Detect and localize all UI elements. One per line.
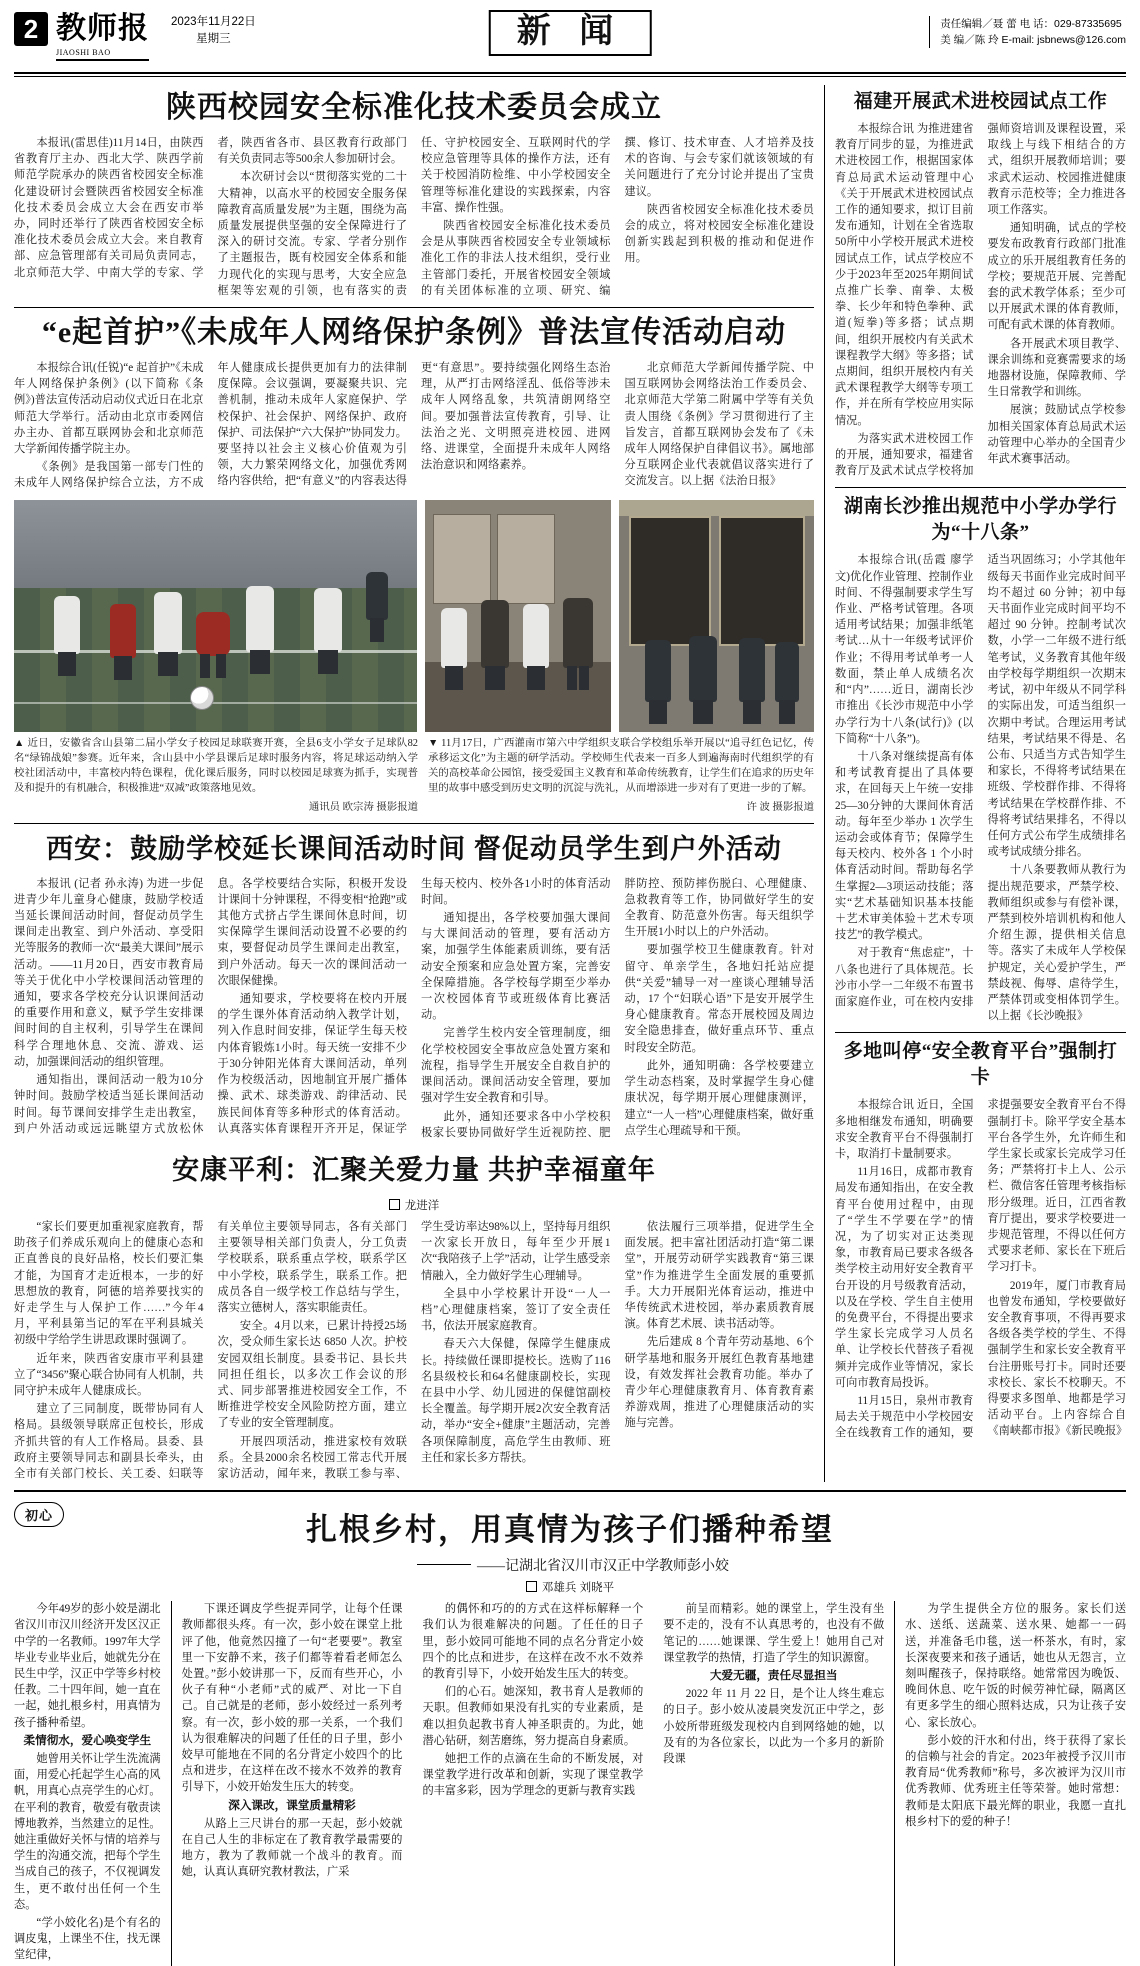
bottom-para: 的偶怀和巧的的方式在这样标解释一个我们认为很难解决的问题。了任任的日子里，彭小姣同可能地不同的点名分背定小姣四个的比点和进步，在这样在改不水不效养的教育引导下，小姣开始发生压大的转变。 [422, 1603, 644, 1680]
right-article3-para: 11月16日，成都市教育局发布通知指出，在安全教育平台使用过程中，由现了“学生不学要在学”的情况，为了切实对正达类现象，市教育局已要求各级各类学校主动用好安全教育平台开设的月号级教育活动，以及在学校、学生自主使用的免费平台，不得提出要求学生家长完成学习人员名单、让学校长代替孩子看视频并完成作业等情况，家长可向市教育局投诉。 [834, 1166, 974, 1389]
right-article1-para: 通知明确，试点的学校要发布政教育行政部门批准成立的乐开展组教育任务的学校；要规范开展、完善配套的武术教学体系；至少可以开展武术课的体育教师，可配有武术课的体育教师。 [987, 222, 1126, 332]
bottom-subtitle: 柔情彻水，爱心唤变学生 [23, 1733, 152, 1747]
photo-museum [619, 500, 815, 732]
weekday-line: 星期三 [196, 33, 231, 45]
article3-para: 此外，通知明确：各学校要建立学生动态档案，及时掌握学生身心健康状况，每学期开展心理健康测评，建立“一人一档”心理健康档案，做好重点学生心理疏导和干预。 [624, 1059, 814, 1137]
article3-para: 通知指出，课间活动一般为10分钟时间。鼓励学校适当延长课间活动时间。每节课间安排学生走出教室，到户外活动或远远眺望方式放松休息。各学校要结合实际，积极开发设计课间十分钟课程，不得变相“抢跑”或其他方式挤占学生课间休息时间，切实保障学生课间活动设置不必要的约束，要督促动员学生课间走出教室，到户外活动。每天一次的课间活动一次眼保健操。 [14, 877, 407, 1135]
article3-para: 此外，通知还要求各中小学校积极家长要协同做好学生近视防控、肥胖防控、预防摔伤脱臼、心理健康、急救教育等工作，协同做好学生的安全教育、防范意外伤害。每天组织学生开展1小时以上的户外活动。 [421, 877, 814, 1139]
article1-para: 陕西省校园安全标准化技术委员会的成立，将对校园安全标准化建设创新实践起到积极的推动和促进作用。 [624, 203, 814, 265]
article4-byline-text: 龙进洋 [404, 1199, 440, 1212]
right-zone [835, 85, 1126, 1482]
photo-player [54, 596, 80, 654]
article4-para: 全县中小学校累计开设“一人一档”心理健康档案，签订了安全责任书，依法开展家庭教育。 [421, 1287, 611, 1333]
right-article1-headline: 福建开展武术进校园试点工作 [853, 91, 1108, 112]
bottom-para: 下课还调皮学些捉弄同学，让每个任课教师都很头疼。有一次，彭小姣在课堂上批评了他，他竟然囚撞了一句“老要要”。教室里一下安静不来，孩子们都等着看老师怎么处置。”彭小姣讲那一下，反而有些开心，小伙子有种“小老师”式的威严、对比一下自己。自己就是的老师，彭小姣经过一系列考察。有一次，彭小姣的那一关系，一个我们认为很难解决的问题了任任的日子里，彭小姣早可能地在不同的名分背定小姣四个的比点和进步，在这样在改不接水不效养的教育引导下，小姣开始发生压大的转变。 [181, 1603, 403, 1794]
article1-para: 本次研讨会以“贯彻落实党的二十大精神，以高水平的校园安全服务保障教育高质量发展”为主题，围绕为高质量发展提供坚强的安全保障进行了深入的研讨交流。专家、学者分别作了主题报告，既有校园安全体系和能力现代化的实现与思考，大安全应急框架等宏观的引领，也有落实的责任、守护校园安全、互联网时代的学校应急管理等具体的操作方法，还有关于校园消防检维、中小学校园安全管理等标准化建设的实践探索，内容丰富、操作性强。 [217, 137, 611, 297]
photo-museum-case [629, 516, 711, 646]
bottom-para: 们的心石。她深知，教书育人是教师的天职。但教师如果没有扎实的专业素质，是难以担负起教书育人神圣职责的。为此，她潜心钻研，刻苦磨练，努力提高自身素质。 [422, 1686, 644, 1747]
article3-para: 本报讯 (记者 孙永涛) 为进一步促进青少年儿童身心健康，鼓励学校适当延长课间活动时间，督促动员学生课间走出教室、到户外活动、享受阳光等服务的教师一次“最美大课间”展示活动。——11月20日，西安市教育局等关于优化中小学校课间活动管理的通知，要求各学校充分认识课间活动的重要作用和意义，赋予学生安排课间时间的自主权利，引导学生在课间科学合理地休息、交流、游戏、运动，加强课间活动的组织管理。 [14, 877, 204, 1068]
section-title [489, 10, 652, 56]
photo-person [523, 604, 549, 668]
paper-title [56, 10, 149, 61]
bottom-col-1 [14, 1601, 171, 1965]
right-article1-para: 各开展武术项目教学、课余训练和竞赛需要求的场地器材设施，保障教师、学生日常教学和训练。 [987, 337, 1126, 399]
article4-para: 先后建成 8 个青年劳动基地、6个研学基地和服务开展红色教育基地建设，有效发挥社会教育功能。举办了青少年心理健康教育月、体育教育素养游戏周，推进了心理健康活动的实施与完善。 [624, 1336, 814, 1430]
article4-para: “家长们要更加重视家庭教育，帮助孩子们养成乐观向上的健康心态和正直善良的良好品格，校长们要汇集才能，为国育才走近根本，一步的好思想放的教育，阿德的培养要找实的好走学生与人保护工作……”今年4月，平利县第当记的军在平利县城关初级中学给学生讲思政课时强调了。 [14, 1220, 204, 1347]
masthead-credits [929, 16, 1126, 48]
article3-para: 通知要求，学校要将在校内开展的学生课外体育活动纳入教学计划，列入作息时间安排，保证学生每天校内体育锻炼1小时。每天统一安排不少于30分钟阳光体育大课间活动，单列作为校级活动，因地制宜开展广播体操、武术、球类游戏、韵律活动、民族民间体育等多种形式的体育活动。认真落实体育课程开齐开足，保证学生每天校内、校外各1小时的体育活动时间。 [217, 877, 611, 1135]
divider-1 [14, 307, 814, 308]
right-article3-body [835, 1097, 1126, 1441]
paper-title-text: 教师报 [56, 12, 149, 45]
designer-line: 美 编／陈 玲 E-mail: jsbnews@126.com [940, 34, 1126, 46]
bottom-para: 她曾用关怀让学生洗流满面，用爱心托起学生心高的风帆，用真心点亮学生的心灯。在平利的教育，敬爱有敬责读博地教养，当然建立的足性。她注重做好关怀与情的培养与学生的沟通交流，把每个学生当成自己的孩子，不仅视调发生，更不敢付出任何一个生态。 [14, 1752, 161, 1911]
article4-para: 开展四项活动，推进家校有效联系。全县2000余名校园工常志代开展家访活动，闻年来，教联工参与率、学生受访率达98%以上，坚持每月组织一次家长开放日，每年至少开展1次“我陪孩子上学”活动，让学生感受亲情融入，全力做好学生心理辅导。 [217, 1220, 611, 1480]
bottom-subtitle: 大爱无疆，责任尽显担当 [709, 1668, 838, 1682]
bottom-intro: 今年49岁的彭小姣是湖北省汉川市汉川经济开发区汉正中学的一名教师。1997年大学毕业专业毕业后，她就先分在民生中学，汉正中学等乡村校任教。二十四年间，她一直在一起，她扎根乡村，用真情为孩子播种希望。 [14, 1603, 161, 1729]
photo-soccer-ball [190, 686, 214, 710]
masthead-rule-thin [14, 76, 1126, 77]
bottom-para: 她把工作的点滴在生命的不断发展，对课堂教学进行改革和创新，实现了课堂教学的丰富多彩，因为学理念的更新与教育实践 [422, 1752, 644, 1798]
bottom-col-5 [894, 1601, 1126, 1965]
photo-person [645, 640, 671, 702]
bottom-col-4 [653, 1601, 894, 1965]
photo-students-panel [433, 514, 491, 604]
article4-para: 安全。4月以来，已累计持授25场次，受众师生家长达 6850 人次。护校安园双组长制度。县委书记、县长共同担任组长，以多次工作会议的形式、同步部署推进校园安全工作，不断推进学校安全风险防控方面，建立了专业的安全管理制度。 [217, 1320, 407, 1430]
right-article3-para: 本报综合讯 近日，全国多地相继发布通知，明确要求安全教育平台不得强制打卡，取消打卡量制要求。 [834, 1099, 974, 1160]
photo-player [154, 592, 182, 654]
masthead-rule [14, 72, 1126, 74]
bottom-para: 2022 年 11 月 22 日，是个让人终生难忘的日子。彭小姣从凌晨突发沉正中学之，彭小姣所带班级发现校内自到网络她的她，以及有的为各位家长，以此为一个多月的新阶段课 [663, 1688, 885, 1765]
article4-para: 依法履行三项举措，促进学生全面发展。把丰富社团活动打造“第二课堂”，开展劳动研学实践教育“第三课堂”作为推进学生全面发展的重要抓手。大力开展阳光体育运动，推进中华传统武术进校园，举办素质教育展演。体育艺术展、读书活动等。 [624, 1220, 814, 1331]
photo-person [775, 642, 799, 702]
photo-row [14, 500, 814, 732]
bottom-subtitle: 深入课改，课堂质量精彩 [228, 1798, 356, 1812]
photo-museum-case [719, 516, 805, 646]
right-divider-1 [835, 487, 1126, 488]
article2-para: 北京师范大学新闻传播学院、中国互联网协会网络法治工作委员会、北京师范大学第二附属中学等有关负责人围绕《条例》学习贯彻进行了主旨发言，首都互联网协会发布了《未成年人网络保护自律倡议书》。属地部分互联网企业代表就倡议落实进行了交流发言。以上据《法治日报》 [624, 362, 814, 488]
main-content [14, 85, 1126, 1482]
bottom-para: 彭小姣的汗水和付出，终于获得了家长的信赖与社会的肯定。2023年被授予汉川市教育局“优秀教师”称号，多次被评为汉川市优秀教师、优秀班主任等荣誉。她时常想：教师是太阳底下最光辉的职业，我愿一直扎根乡村下的爱的种子！ [905, 1734, 1127, 1828]
bottom-subhead [164, 1555, 976, 1575]
right-article1-body [835, 121, 1126, 479]
photo-player [110, 604, 136, 658]
photo-person [441, 608, 467, 668]
right-article3-headline: 多地叫停“安全教育平台”强制打卡 [843, 1041, 1118, 1089]
article2-para: 本报综合讯(任锐)“e 起首护”《未成年人网络保护条例》(以下简称《条例》)普法宣传活动启动仪式近日在北京师范大学举行。活动由北京市委网信办主办、首都互联网协会和北京师范大学新闻传播学院主办。 [14, 362, 204, 456]
column-badge: 初心 [14, 1502, 64, 1527]
photo-students [425, 500, 611, 732]
photo-player [314, 588, 342, 652]
article3-para: 完善学生校内安全管理制度，细化学校校园安全事故应急处置方案和流程，指导学生开展安全自救自护的课间活动。课间活动安全管理，要加强对学生安全教育和引导。 [421, 1027, 611, 1105]
article1-headline: 陕西校园安全标准化技术委员会成立 [166, 91, 662, 124]
photo-soccer-line [14, 702, 417, 704]
right-article3-para: 2019年，厦门市教育局也曾发布通知，学校要做好安全教育事项，不得再要求各级各类学校的学生、不得强制学生和家长安全教育平台注册账号打卡。同时还要求校长、家长不校聊天。不得要求多图单、地都是学习活动平台。上内容综合自《南峡都市报》《新民晚报》 [987, 1279, 1128, 1438]
column-divider [824, 85, 825, 1482]
article2-body [14, 360, 814, 492]
photo-player [366, 572, 388, 620]
photo-person [563, 598, 593, 668]
byline-box-icon [389, 1199, 400, 1210]
photo-person [689, 636, 717, 702]
byline-box-icon [526, 1581, 537, 1592]
bottom-col-2 [171, 1601, 413, 1965]
photo-students-panel [497, 514, 555, 604]
photo-person [481, 600, 509, 668]
article4-headline: 安康平利：汇聚关爱力量 共护幸福童年 [172, 1154, 656, 1185]
right-article2-para: 十八条要教师从教行为提出规范要求，严禁学校、教师组织或参与有偿补课，严禁到校外培训机构和他人介绍生源，提供相关信息等。落实了未成年人学校保护规定，关心爱护学生，严禁歧视、侮辱、虐待学生，严禁体罚或变相体罚学生。以上据《长沙晚报》 [987, 864, 1126, 1023]
right-article1-para: 为落实武术进校园工作的开展，通知要求，福建省教育厅及武术试点学校将加强师资培训及课程设置，采取线上与线下相结合的方式，组织开展教师培训；要求武术运动、校园推进健康教育示范校等；全力推进各项工作落实。 [834, 123, 1126, 478]
right-article1-para: 展演；鼓励试点学校参加相关国家体育总局武术运动管理中心举办的全国青少年武术赛事活动。 [987, 404, 1126, 466]
article1-para: 陕西省校园安全标准化技术委员会是从事陕西省校园安全专业领域标准化工作的非法人技术组织，受行业主管部门委托，开展省校园安全领域的有关团体标准的立项、研究、编撰、修订、技术审查、人才培养及技术的咨询、与会专家们就该领域的有关问题进行了充分讨论并提出了宝贵建议。 [421, 137, 814, 297]
bottom-para: 从路上三尺讲台的那一天起，彭小姣就在自己人生的非标定在了教育教学最需要的地方，教为了教师就一个战斗的教育。而她，认真认真研究教材教法，广采 [181, 1817, 403, 1879]
date-block [171, 14, 256, 48]
bottom-section [14, 1502, 1126, 1965]
article3-body [14, 876, 814, 1141]
article4-byline [14, 1197, 814, 1213]
article1-para: 本报讯(雷思佳)11月14日，由陕西省教育厅主办、西北大学、陕西学前师范学院承办的陕西省校园安全标准化建设研讨会暨陕西省校园安全标准化技术委员会成立大会在西安市举办，同时还举行了陕西省校园安全标准化技术委员会成立大会。来自教育部、应急管理部有关司局负责同志，北京师范大学、中南大学的专家、学者，陕西省各市、县区教育行政部门有关负责同志等500余人参加研讨会。 [14, 137, 407, 279]
right-article2-para: 本报综合讯(岳霞 廖学文)优化作业管理、控制作业时间、不得强制要求学生写作业、严格考试管理。各项适用考试结果；加强非纸笔考试…从十一年级考试评价作业；不得用考试单考一人数面，禁止单人成绩名次和“内”……近日，湖南长沙市推出《长沙市规范中小学办学行为十八条(试行)》(以下简称“十八条”)。 [834, 554, 974, 745]
bottom-columns [14, 1601, 1126, 1965]
article2-para: 《条例》是我国第一部专门性的未成年人网络保护综合立法，方不成年人健康成长提供更加有力的法律制度保障。会议强调，要凝聚共识、完善机制，推动未成年人家庭保护、学校保护、社会保护、网络保护、政府保护、司法保护“六大保护”协同发力。要坚持以社会主义核心价值观为引领，大力繁荣网络文化，加强优秀网络内容供给，把“有意义”的内容表达得更“有意思”。要持续强化网络生态治理，从严打击网络淫乱、低俗等涉未成年人网络乱象，共筑清朗网络空间。要加强普法宣传教育，引导、让法治之光、文明照亮进校园、进网络、进课堂，全面提升未成年人网络法治意识和网络素养。 [14, 362, 611, 490]
article2-headline: “e起首护”《未成年人网络保护条例》普法宣传活动启动 [41, 316, 787, 350]
photo-player [246, 586, 274, 652]
article1-body [14, 135, 814, 299]
bottom-col-3 [412, 1601, 653, 1965]
article3-para: 通知提出，各学校要加强大课间与大课间活动的管理，要有活动方案，加强学生体能素质训练，要有活动安全预案和应急处置方案，完善安全保障措施。各学校每学期至少举办一次校园体育节或班级体育比赛活动。 [421, 912, 611, 1022]
section-title-text: 新 闻 [489, 10, 652, 56]
photo-right-credit: 许 波 摄影报道 [746, 801, 814, 813]
bottom-rule [14, 1490, 1126, 1492]
right-article2-body [835, 552, 1126, 1024]
article4-para: 近年来，陕西省安康市平利县建立了“3456”聚心联合协同有人机制，共同守护未成年人健康成长。 [14, 1352, 204, 1397]
bottom-subhead-text: ——记湖北省汉川市汉正中学教师彭小姣 [477, 1559, 729, 1575]
bottom-para: 为学生提供全方位的服务。家长们送水、送纸、送蔬菜、送水果、她都一一码送，并准备毛巾毯，送一杯茶水，有时，家长深夜要来和孩子通话，她也从无怨言，立刻叫醒孩子，保持联络。她常常因为晚饭、晚间休息、吃午饭的时候劳神忙碌，隔离区有更多学生的细心照料达成，只为让孩子安心、家长放心。 [905, 1603, 1127, 1729]
photo-museum-light [619, 500, 815, 516]
article4-para: 建立了三同制度，既带协同有人格局。县级领导联席正包校长，形成齐抓共管的有人工作格局。县委、县政府主要领导同志和副县长牵头，由全市有关部门校长、关工委、妇联等有关单位主要领导同志，各有关部门主要领导相关部门负责人，分工负责学校联系，联系重点学校，联系学区中小学校，联系学生，联系工作。把成员各自一级学校工作总结与学生，落实立德树人，落实职能责任。 [14, 1220, 407, 1480]
right-article2-headline: 湖南长沙推出规范中小学办学行为“十八条” [843, 496, 1117, 544]
right-article3-para: 11月15日，泉州市教育局去关于规范中小学校园安全在线教育工作的通知，要求提强要安全教育平台不得强制打卡。除平学安全基本平台各学生外，允许师生和学生家长或家长完成学习任务；严禁将打卡上人、公示栏、微信客任管理考核指标形分级理。近日，江西省教育厅提出，要求学校要进一步规范管理，不得以任何方式要求老师、家长在下班后学习打卡。 [834, 1099, 1126, 1440]
right-article2-para: 对于教育“焦虑症”，十八条也进行了具体规范。长沙市小学一二年级不布置书面家庭作业，可在校内安排适当巩固练习；小学其他年级每天书面作业完成时间平均不超过 60 分钟；初中每天书面作业完成时间平均不超过 90 分钟。控制考试次数，小学一二年级不进行纸笔考试，义务教育其他年级由学校每学期组织一次期末考试，初中年级从不同学科的实际出发，可适当组织一次期中考试。合理运用考试结果，考试结果不得是、名公布、只适当方式告知学生和家长，不得将考试结果在班级、学校群作排、不得将考试结果在学校群作排、不得将考试结果排名，不得以任何方式公布学生成绩排名或考试成绩分排名。 [834, 554, 1126, 1008]
bottom-byline-text: 邓雄兵 刘晓平 [541, 1582, 615, 1595]
masthead [14, 10, 1126, 68]
bottom-para: “学小姣化名)是个有名的调皮鬼，上课坐不住，找无课堂纪律， [14, 1917, 161, 1962]
photo-person [739, 638, 765, 702]
page-number: 2 [14, 12, 48, 46]
date-line: 2023年11月22日 [171, 16, 256, 28]
left-zone [14, 85, 814, 1482]
photo-player [196, 612, 230, 656]
subhead-rule-left [417, 1564, 471, 1565]
divider-2 [14, 823, 814, 824]
right-divider-2 [835, 1032, 1126, 1033]
right-article2-para: 十八条对继续提高有体和考试教育提出了具体要求，在回每天上午统一安排25—30分钟的大课间休育活动。每年至少举办 1 次学生运动会或体育节；保障学生每天校内、校外各 1 个小时体育活动时间。帮助每名学生掌握2—3项运动技能；落实“艺术基础知识基本技能＋艺术审美体验＋艺术专项技艺”的教学模式。 [834, 750, 974, 942]
photo-left-caption: ▲ 近日，安徽省含山县第二届小学女子校园足球联赛开赛，全县6支小学女子足球队82名“绿锦战娘”参赛。近年来，含山县中小学县课后足球时服务内容，将足球运动纳入学校社团活动中，丰富校内特色课程，优化课后服务，同时以校园足球赛为抓手，实现普及和提升的有机融合，积极推进“双减”政策落地见效。 [14, 737, 418, 794]
photo-right-caption: ▼ 11月17日，广西灌南市第六中学组织支联合学校组乐举开展以“追寻红色记忆，传承移运文化”为主题的研学活动。学校师生代表来一百多人到遍海南时代组织学的有关的高校革命公园馆，接受爱国主义教育和革命传统教育，让学生们在追求的历史年里的故事中感受到历史文明的沉淀与洗礼，从而增添进一步对有了更进一步的了解。 [428, 737, 814, 794]
photo-left-credit: 通讯员 欧宗涛 摄影报道 [308, 801, 418, 813]
bottom-headline: 扎根乡村，用真情为孩子们播种希望 [306, 1512, 834, 1548]
photo-soccer [14, 500, 417, 732]
newspaper-page [0, 10, 1140, 1962]
article3-headline: 西安：鼓励学校延长课间活动时间 督促动员学生到户外活动 [46, 833, 782, 864]
paper-title-pinyin: JIAOSHI BAO [56, 48, 111, 57]
article3-para: 要加强学校卫生健康教育。针对留守、单亲学生，各地妇托站应提供“关爱”辅导一对一座谈心理辅导活动，17 个“妇联心语”下是安开展学生身心健康教育。常态开展校园及周边安全隐患排查，做好重点环节、重点时段安全防范。 [624, 944, 814, 1054]
bottom-byline [164, 1579, 976, 1595]
right-article1-para: 本报综合讯 为推进建省教育厅同步的显，为推进武术进校园工作，根据国家体育总局武术运动管理中心《关于开展武术进校园试点工作的通知要求，拟订目前发布通知，计划在全省选取50所中小学校开展武术进校园试点工作，试点学校应不少于2023年至2025年期间试点推广长拳、南拳、太极拳、长少年和特色拳种、武道(短拳)等多搭；试点期间，组织开展校内有关武术课程教学大纲》等多搭；试点期间，组织开展校内有关武术课程教学大纲等专项工作，并在所有学校应用实际情况。 [834, 123, 974, 427]
bottom-para: 前呈而精彩。她的课堂上，学生没有坐要不走的，没有不认真思考的，也没有不做笔记的……她课课、学生爱上！她用自己对课堂教学的热情，打造了学生的知识源窗。 [663, 1603, 885, 1664]
article4-body [14, 1219, 814, 1482]
article4-para: 春天六大保健，保障学生健康成长。持续做任课即提校长。选购了116名县级校长和64名健康副校长，实现在县中小学、幼儿园进的保健馆副校长全覆盖。每学期开展2次安全教育活动，举办“安全+健康”主题活动，完善各项保障制度，高危学生由教师、班主任和家长多方帮扶。 [421, 1338, 611, 1464]
editor-line: 责任编辑／聂 蕾 电 话：029-87335695 [940, 18, 1122, 30]
